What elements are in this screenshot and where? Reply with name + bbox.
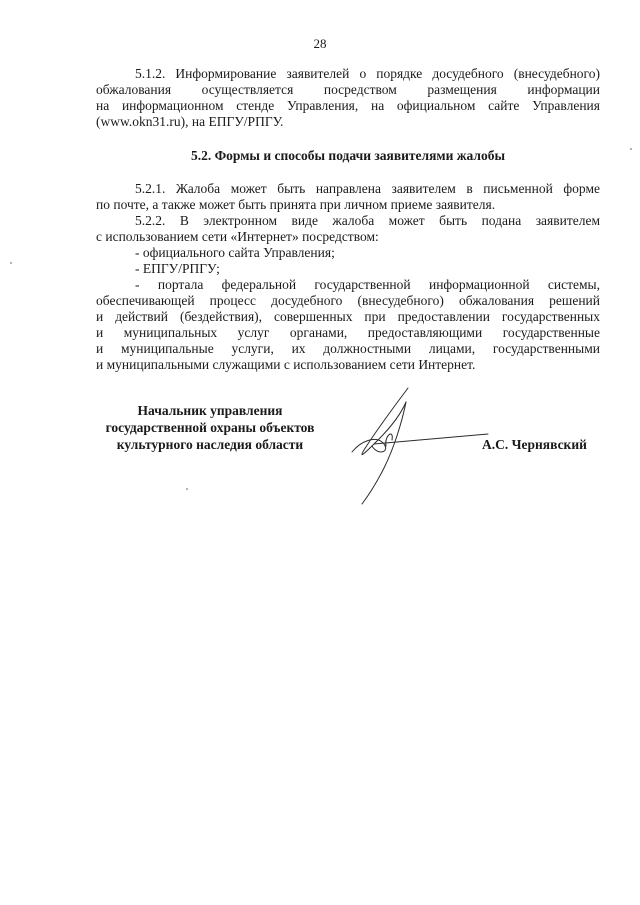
list-item-line: обеспечивающей процесс досудебного (внесудебного) обжалования решений [96,293,600,308]
list-item: - портала федеральной государственной информационной системы, [135,277,600,292]
signatory-name: А.С. Чернявский [482,437,587,452]
paragraph-line: обжалования осуществляется посредством размещения информации [96,82,600,97]
list-item-line: и муниципальных услуг органами, предоставляющими государственные [96,325,600,340]
paragraph-line: с использованием сети «Интернет» посредством: [96,229,379,244]
handwritten-signature [350,382,490,507]
list-item: - официального сайта Управления; [135,245,335,260]
list-item: - ЕПГУ/РПГУ; [135,261,220,276]
paragraph-line: 5.2.2. В электронном виде жалоба может быть подана заявителем [135,213,600,228]
page-number: 28 [313,36,327,51]
scan-speck [186,488,188,490]
paragraph-line: (www.okn31.ru), на ЕПГУ/РПГУ. [96,114,284,129]
signatory-title-line: культурного наследия области [116,437,304,452]
paragraph-line: 5.1.2. Информирование заявителей о порядке досудебного (внесудебного) [135,66,600,81]
section-heading: 5.2. Формы и способы подачи заявителями жалобы [190,148,506,163]
signatory-title-line: государственной охраны объектов [105,420,315,435]
list-item-line: и муниципальными служащими с использованием сети Интернет. [96,357,476,372]
scan-speck [10,262,12,264]
scan-speck [630,148,632,150]
list-item-line: и муниципальные услуги, их должностными лицами, государственными [96,341,600,356]
paragraph-line: 5.2.1. Жалоба может быть направлена заявителем в письменной форме [135,181,600,196]
paragraph-5-2-2 [96,213,600,373]
paragraph-5-1-2 [96,66,600,130]
signatory-title [92,402,328,453]
paragraph-5-2-1 [96,181,600,213]
paragraph-line: на информационном стенде Управления, на официальном сайте Управления [96,98,600,113]
paragraph-line: по почте, а также может быть принята при личном приеме заявителя. [96,197,496,212]
list-item-line: и действий (бездействия), совершенных при предоставлении государственных [96,309,600,324]
signatory-title-line: Начальник управления [137,403,283,418]
